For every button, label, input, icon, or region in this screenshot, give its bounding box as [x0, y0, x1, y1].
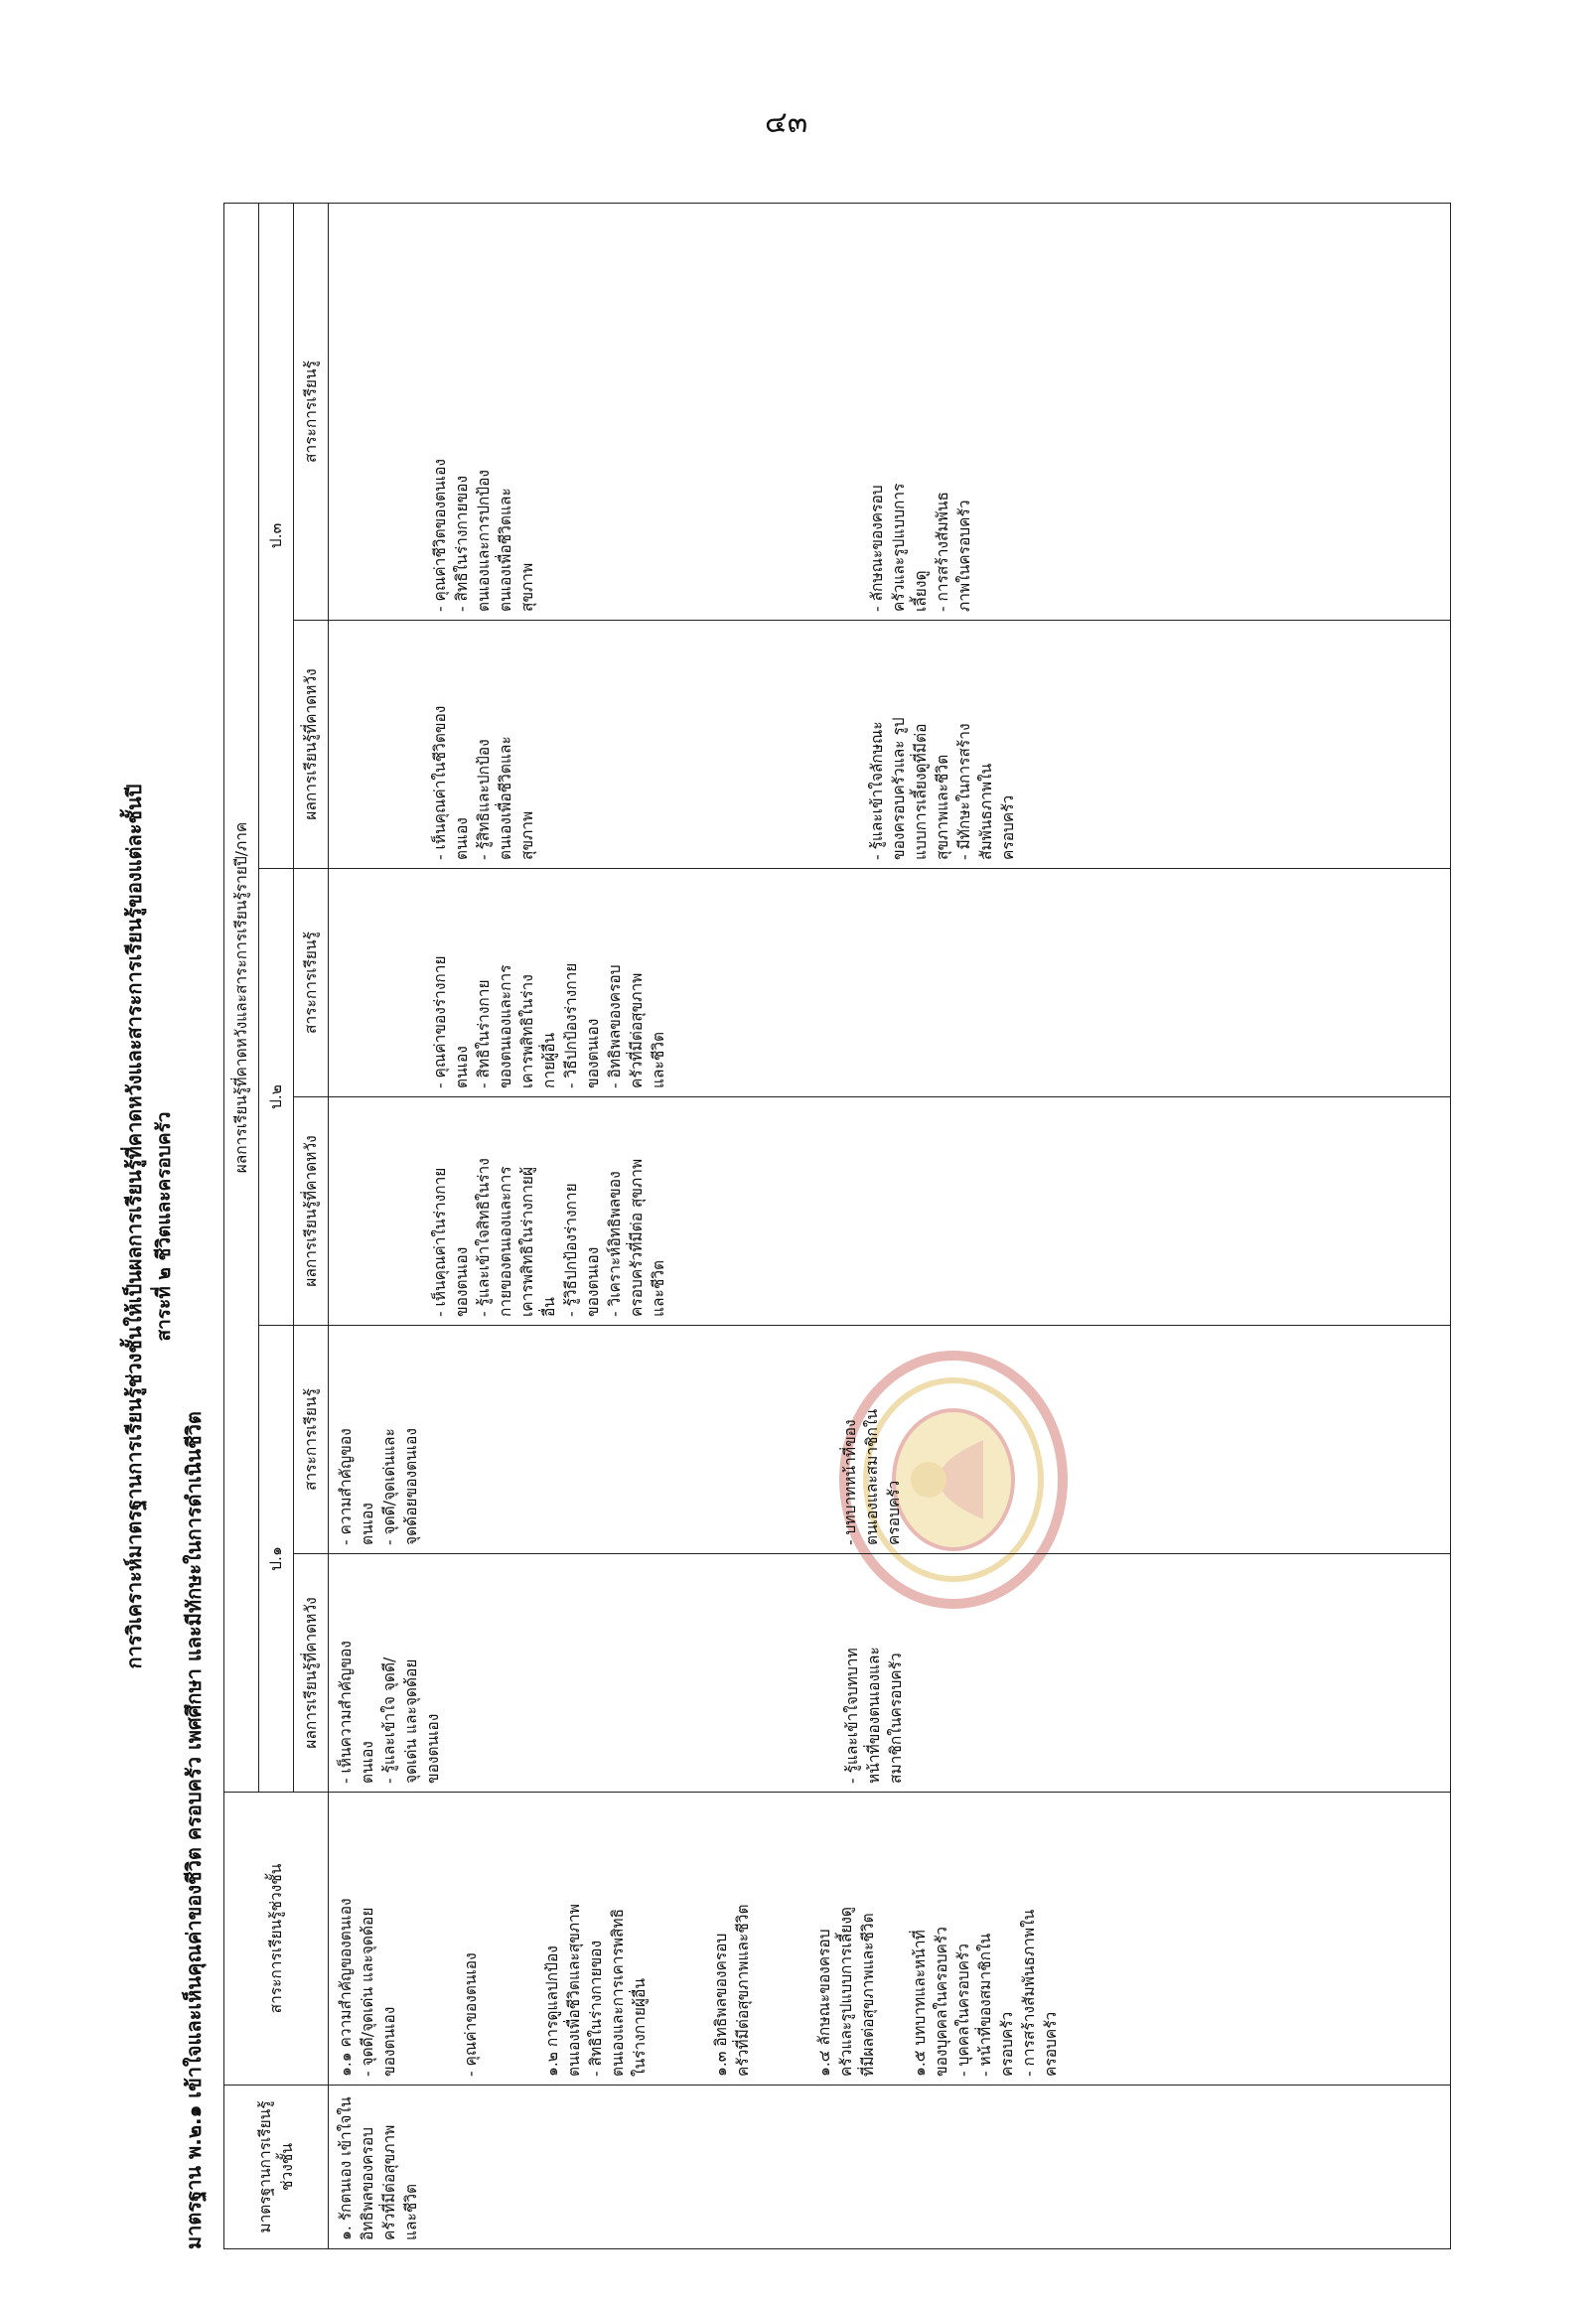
text-line: - วิเคราะห์อิทธิพลของ [606, 1171, 624, 1317]
text-line: ครอบครัว [1042, 2011, 1060, 2077]
text-line: ครัวที่มีต่อสุขภาพและชีวิต [734, 1904, 752, 2077]
p1-expected-cell [329, 1554, 1451, 1793]
p3-content-block-2 [866, 212, 975, 612]
text-line: ของครอบครัวและ รูป [890, 717, 908, 860]
header-p2-expected: ผลการเรียนรู้ที่คาดหวัง [294, 1097, 329, 1326]
strand-title: สาระที่ ๒ ชีวิตและครอบครัว [153, 1111, 175, 1342]
header-p3-expected: ผลการเรียนรู้ที่คาดหวัง [294, 621, 329, 869]
text-line: จุดเด่น และจุดด้อย [402, 1658, 420, 1784]
p1-content-block-2 [839, 1334, 905, 1545]
text-line: จุดด้อยของตนเอง [402, 1428, 420, 1545]
document-title: การวิเคราะห์มาตรฐานการเรียนรู้ช่วงชั้นให้เป็นผลการเรียนรู้ที่คาดหวังและสาระการเรียนรู้ของแต่ละชั้นปี [122, 784, 146, 1669]
text-line: ครัวที่มีต่อสุขภาพ [628, 972, 646, 1088]
text-line: กายผู้อื่น [540, 1032, 558, 1088]
p1-content-block-1 [335, 1334, 422, 1545]
p1-expected-block-2 [841, 1562, 907, 1784]
content-block-6 [909, 1800, 1062, 2077]
standard-title: มาตรฐาน พ.๒.๑ เข้าใจและเห็นคุณค่าของชีวิต ครอบครัว เพศศึกษา และมีทักษะในการดำเนินชีวิต [182, 1411, 206, 2249]
text-line: ในร่างกายผู้อื่น [631, 1978, 649, 2077]
text-line: หน้าที่ของตนเองและ [865, 1647, 883, 1784]
text-line: ๑.๔ ลักษณะของครอบ [815, 1929, 833, 2077]
table-row [329, 204, 1451, 2249]
text-line: - คุณค่าชีวิตของตนเอง [431, 459, 449, 612]
text-line: - สิทธิในร่างกาย [475, 979, 493, 1088]
header-grade-1: ป.๑ [259, 1326, 294, 1793]
header-p1-expected: ผลการเรียนรู้ที่คาดหวัง [294, 1554, 329, 1793]
text-line: กายของตนเองและการ [497, 1166, 514, 1317]
text-line: สุขภาพ [518, 562, 536, 612]
text-line: - รู้และเข้าใจ จุดดี/ [380, 1656, 398, 1784]
text-line: ของตนเอง [424, 1713, 442, 1784]
text-line: ตนเอง [453, 817, 471, 860]
text-line: - ความสำคัญของ [337, 1428, 355, 1545]
text-line: - เห็นคุณค่าในร่างกาย [431, 1167, 449, 1317]
text-line: สุขภาพ [518, 810, 536, 860]
text-line: - เห็นความสำคัญของ [337, 1641, 355, 1784]
text-line: ของตนเอง [584, 1246, 602, 1317]
text-line: ตนเองเพื่อชีวิตและ [497, 488, 514, 612]
text-line: ๑.๑ ความสำคัญของตนเอง [337, 1898, 355, 2077]
text-line: ครอบครัว [885, 1480, 903, 1545]
p2-content-block [429, 877, 669, 1088]
text-line: - วิธีปกป้องร่างกาย [562, 962, 580, 1088]
header-standard: มาตรฐานการเรียนรู้ช่วงชั้น [224, 2086, 329, 2249]
text-line: เคารพสิทธิในร่าง [518, 974, 536, 1088]
header-p1-content: สาระการเรียนรู้ [294, 1326, 329, 1554]
text-line: - บทบาทหน้าที่ของ [841, 1419, 859, 1545]
text-line: ของบุคคลในครอบครัว [933, 1927, 950, 2077]
text-line: - จุดดี/จุดเด่นและ [380, 1428, 398, 1545]
text-line: ตนเองและสมาชิกใน [863, 1408, 881, 1545]
text-line: ตนเองเพื่อชีวิตและสุขภาพ [565, 1904, 583, 2077]
text-line: อิทธิพลของครอบ [359, 2126, 376, 2240]
header-p2-content: สาระการเรียนรู้ [294, 869, 329, 1097]
text-line: ตนเองและการเคารพสิทธิ [609, 1908, 627, 2077]
text-line: - หน้าที่ของสมาชิกใน [976, 1933, 994, 2077]
standard-cell [329, 2086, 1451, 2249]
text-line: ครอบครัวที่มีต่อ สุขภาพ [628, 1158, 646, 1317]
text-line: - เห็นคุณค่าในชีวิตของ [431, 705, 449, 860]
text-line: ตนเองเพื่อชีวิตและ [497, 736, 514, 860]
header-row-1 [224, 204, 259, 2249]
text-line: - สิทธิในร่างกายของ [587, 1940, 605, 2077]
p3-expected-block-1 [429, 629, 538, 860]
text-line: - รู้และเข้าใจลักษณะ [868, 721, 886, 860]
p3-expected-cell [329, 621, 1451, 869]
text-line: - สิทธิในร่างกายของ [453, 475, 471, 612]
text-line: ครัวและรูปแบบการ [890, 483, 908, 612]
text-line: สัมพันธภาพใน [977, 763, 995, 860]
standard-text [335, 2093, 422, 2240]
text-line: - รู้และเข้าใจบทบาท [843, 1648, 861, 1784]
p3-content-block-1 [429, 212, 538, 612]
text-line: ของตนเอง [380, 2006, 398, 2077]
text-line: ครัวและรูปแบบการเลี้ยงดู [837, 1907, 855, 2077]
text-line: - คุณค่าของตนเอง [462, 1952, 480, 2077]
content-block-4 [710, 1800, 754, 2077]
text-line: - จุดดี/จุดเด่น และจุดด้อย [359, 1907, 376, 2077]
text-line: - อิทธิพลของครอบ [606, 964, 624, 1088]
page-number: ๔๓ [765, 105, 808, 140]
header-grade-2: ป.๒ [259, 869, 294, 1326]
header-group: ผลการเรียนรู้ที่คาดหวังและสาระการเรียนรู้รายปี/ภาค [224, 204, 259, 1793]
header-grade-3: ป.๓ [259, 204, 294, 869]
text-line: ครอบครัว [999, 794, 1017, 860]
text-line: ๑.๒ การดูแลปกป้อง [543, 1945, 561, 2077]
text-line: ตนเอง [453, 1046, 471, 1088]
text-line: ภาพในครอบครัว [955, 500, 973, 612]
text-line: สุขภาพและชีวิต [934, 754, 951, 860]
text-line: ๑.๕ บทบาทและหน้าที่ [911, 1930, 929, 2077]
text-line: - มีทักษะในการสร้าง [955, 723, 973, 860]
text-line: ครอบครัว [998, 2011, 1016, 2077]
curriculum-table [223, 203, 1451, 2249]
p2-expected-block [429, 1105, 669, 1317]
text-line: - บุคคลในครอบครัว [954, 1943, 972, 2077]
text-line: ของตนเอง [453, 1246, 471, 1317]
text-line: ที่มีผลต่อสุขภาพและชีวิต [859, 1913, 877, 2077]
content-block-1 [335, 1800, 400, 2077]
content-block-2 [460, 1800, 482, 2077]
p1-content-cell [329, 1326, 1451, 1554]
text-line: ของตนเองและการ [497, 964, 514, 1088]
text-line: เคารพสิทธิในร่างกายผู้ [518, 1166, 536, 1317]
text-line: - รู้วิธีปกป้องร่างกาย [562, 1183, 580, 1317]
text-line: - การสร้างสัมพันธภาพใน [1020, 1909, 1038, 2077]
text-line: และชีวิต [402, 2183, 420, 2240]
p1-expected-block-1 [335, 1562, 444, 1784]
text-line: แบบการเลี้ยงดูที่มีต่อ [912, 723, 930, 860]
p2-expected-cell [329, 1097, 1451, 1326]
text-line: ของตนเอง [584, 1018, 602, 1088]
text-line: - คุณค่าของร่างกาย [431, 955, 449, 1088]
text-line: - การสร้างสัมพันธ [934, 492, 951, 612]
text-line: และชีวิต [650, 1031, 667, 1088]
text-line: ๑. รักตนเอง เข้าใจใน [337, 2096, 355, 2240]
text-line: ๑.๓ อิทธิพลของครอบ [712, 1933, 730, 2077]
content-cell [329, 1793, 1451, 2086]
text-line: ตนเอง [359, 1503, 376, 1545]
text-line: - รู้สิทธิและปกป้อง [475, 739, 493, 860]
content-block-3 [541, 1800, 651, 2077]
text-line: ตนเอง [359, 1741, 376, 1784]
rotated-page-content [119, 204, 1490, 2249]
header-content: สาระการเรียนรู้ช่วงชั้น [224, 1793, 329, 2086]
p3-expected-block-2 [866, 629, 1019, 860]
text-line: ตนเองและการปกป้อง [475, 469, 493, 612]
text-line: สมาชิกในครอบครัว [887, 1653, 905, 1784]
header-p3-content: สาระการเรียนรู้ [294, 204, 329, 621]
text-line: และชีวิต [650, 1259, 667, 1317]
content-block-5 [813, 1800, 879, 2077]
p3-content-cell [329, 204, 1451, 621]
text-line: อื่น [540, 1297, 558, 1317]
p2-content-cell [329, 869, 1451, 1097]
text-line: - รู้และเข้าใจสิทธิในร่าง [475, 1158, 493, 1317]
text-line: ครัวที่มีต่อสุขภาพ [380, 2124, 398, 2240]
text-line: เลี้ยงดู [912, 570, 930, 612]
text-line: - ลักษณะของครอบ [868, 485, 886, 612]
